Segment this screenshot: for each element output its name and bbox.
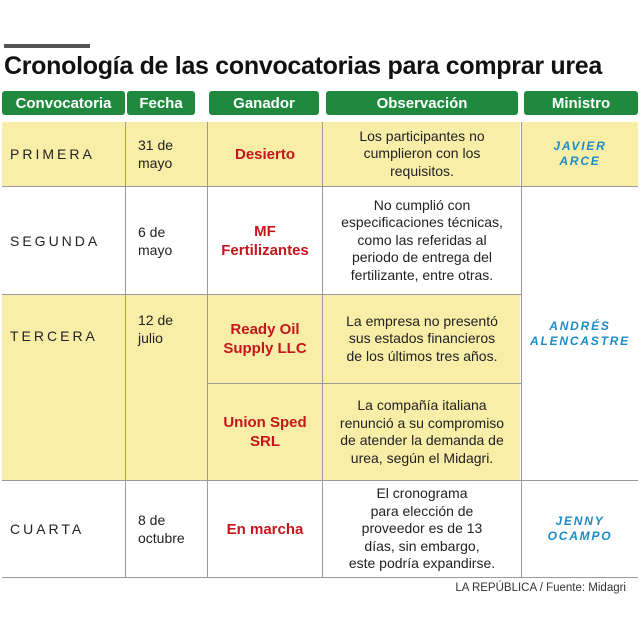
observacion-primera: Los participantes no cumplieron con los requisitos. bbox=[359, 127, 485, 179]
convocatoria-segunda: SEGUNDA bbox=[10, 232, 101, 249]
fecha-tercera: 12 de julio bbox=[138, 312, 174, 346]
convocatoria-cuarta: CUARTA bbox=[10, 521, 85, 537]
convocatoria-primera: PRIMERA bbox=[10, 146, 95, 162]
header-fecha: Fecha bbox=[127, 91, 195, 115]
header-convocatoria: Convocatoria bbox=[2, 91, 125, 115]
fecha-primera: 31 de mayo bbox=[138, 137, 174, 171]
observacion-union-sped: La compañía italiana renunció a su compromiso de atender la demanda de urea, según el Midagri. bbox=[339, 397, 505, 466]
header-ministro: Ministro bbox=[524, 91, 638, 115]
observacion-cuarta: El cronograma para elección de proveedor es de 13 días, sin embargo, este podría expandirse. bbox=[348, 485, 496, 572]
fecha-segunda: 6 de mayo bbox=[138, 223, 173, 258]
ganador-primera: Desierto bbox=[234, 145, 296, 163]
convocatoria-tercera: TERCERA bbox=[10, 328, 98, 344]
ganador-cuarta: En marcha bbox=[226, 520, 304, 538]
observacion-segunda: No cumplió con especificaciones técnicas, como las referidas al periodo de entrega del fertilizante, entre otras. bbox=[341, 196, 503, 283]
source-credit: LA REPÚBLICA / Fuente: Midagri bbox=[455, 582, 626, 594]
title-rule bbox=[4, 44, 90, 48]
ganador-union-sped: Union Sped SRL bbox=[223, 414, 307, 450]
ministro-andres-alencastre: ANDRÉS ALENCASTRE bbox=[529, 318, 630, 348]
ganador-segunda: MF Fertilizantes bbox=[221, 222, 309, 259]
page-title: Cronología de las convocatorias para comprar urea bbox=[4, 52, 602, 80]
observacion-ready-oil: La empresa no presentó sus estados financieros de los últimos tres años. bbox=[346, 312, 498, 364]
ministro-jenny-ocampo: JENNY OCAMPO bbox=[547, 514, 613, 543]
header-observacion: Observación bbox=[326, 91, 518, 115]
header-ganador: Ganador bbox=[209, 91, 319, 115]
ministro-javier-arce: JAVIER ARCE bbox=[553, 139, 607, 168]
fecha-cuarta: 8 de octubre bbox=[138, 512, 185, 546]
table-bottom bbox=[2, 577, 638, 578]
ganador-ready-oil: Ready Oil Supply LLC bbox=[223, 321, 307, 357]
